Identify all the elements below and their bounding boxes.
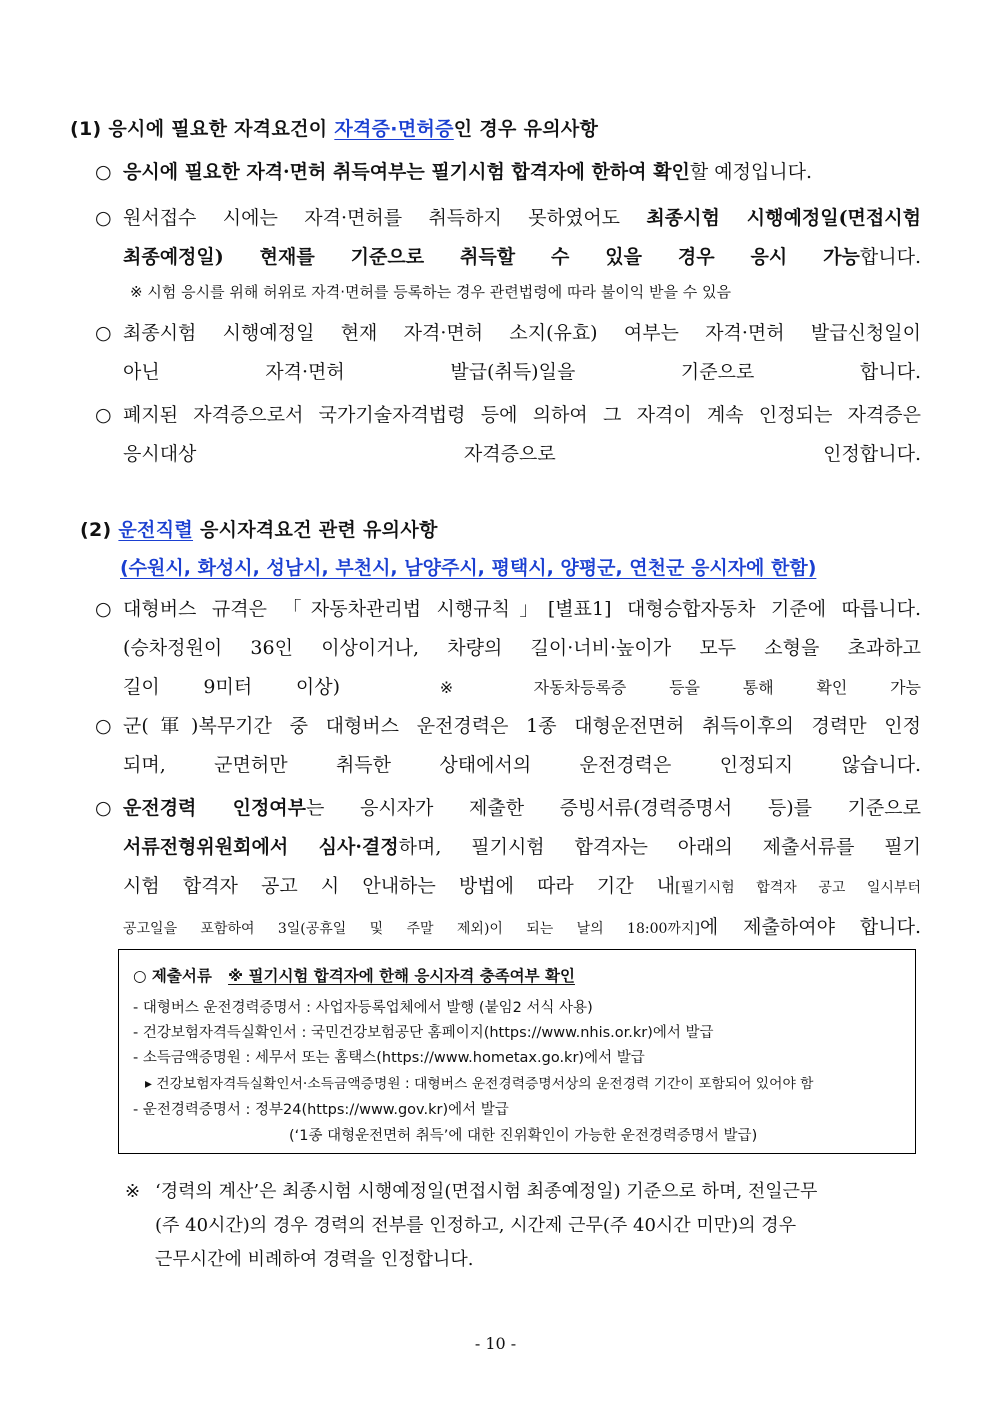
box-line: - 운전경력증명서 : 정부24(https://www.gov.kr)에서 발급 [133, 1102, 509, 1118]
item-text: 길이 9미터 이상) [123, 676, 341, 698]
reference-mark: ※ [125, 1181, 141, 1202]
page-number: - 10 - [474, 1334, 517, 1353]
bullet-circle: ○ [95, 404, 112, 426]
section2-heading [80, 515, 438, 542]
box-line: - 대형버스 운전경력증명서 : 사업자등록업체에서 발행 (붙임2 서식 사용) [133, 1000, 593, 1016]
section1-item-1 [95, 153, 921, 192]
item-text: 응시대상 자격증으로 인정합니다. [123, 443, 921, 465]
box-line: (‘1종 대형운전면허 취득’에 대한 진위확인이 가능한 운전경력증명서 발급) [289, 1128, 758, 1144]
section1-item-2 [95, 199, 921, 277]
section1-note: ※ 시험 응시를 위해 허위로 자격·면허를 등록하는 경우 관련법령에 따라 불이익 받을 수 있음 [130, 283, 731, 301]
section1-item-4 [95, 396, 921, 474]
footnote-text: ‘경력의 계산’은 최종시험 시행예정일(면접시험 최종예정일) 기준으로 하며, 전일근무 [155, 1181, 818, 1202]
item-text: 되며, 군면허만 취득한 상태에서의 운전경력은 인정되지 않습니다. [123, 754, 921, 776]
box-line: ▸ 건강보험자격득실확인서·소득금액증명원 : 대형버스 운전경력증명서상의 운전경력 기간이 포함되어 있어야 함 [145, 1076, 814, 1092]
box-line: - 소득금액증명원 : 세무서 또는 홈택스(https://www.hometax.go.kr)에서 발급 [133, 1050, 645, 1066]
item-text: 는 응시자가 제출한 증빙서류(경력증명서 등)를 기준으로 [306, 797, 921, 819]
item-text: 군(軍)복무기간 중 대형버스 운전경력은 1종 대형운전면허 취득이후의 경력만 인정 [123, 715, 921, 737]
bullet-circle: ○ [95, 161, 112, 183]
section2-heading-post: 응시자격요건 관련 유의사항 [193, 519, 438, 541]
box-title-note: ※ 필기시험 합격자에 한해 응시자격 충족여부 확인 [228, 967, 575, 985]
section2-heading-highlight: 운전직렬 [118, 519, 194, 541]
item-text: 폐지된 자격증으로서 국가기술자격법령 등에 의하여 그 자격이 계속 인정되는 자격증은 [123, 404, 921, 426]
item-text: 합니다. [859, 246, 921, 268]
section1-item-3 [95, 314, 921, 392]
item-bold-text: 운전경력 인정여부 [123, 797, 307, 819]
box-line: - 건강보험자격득실확인서 : 국민건강보험공단 홈페이지(https://www.nhis.or.kr)에서 발급 [133, 1025, 714, 1041]
bullet-circle: ○ [95, 797, 112, 819]
item-bold-text: 최종예정일) 현재를 기준으로 취득할 수 있을 경우 응시 가능 [123, 246, 860, 268]
section2-item-2 [95, 707, 921, 785]
item-text: 대형버스 규격은 「자동차관리법 시행규칙」[별표1] 대형승합자동차 기준에 따릅니다. [123, 598, 921, 620]
item-small-text: 공고일을 포함하여 3일(공휴일 및 주말 제외)이 되는 날의 18:00까지] [123, 921, 700, 937]
item-bold-text: 응시에 필요한 자격·면허 취득여부는 필기시험 합격자에 한하여 확인 [123, 161, 690, 183]
item-text: 시험 합격자 공고 시 안내하는 방법에 따라 기간 내 [123, 875, 676, 897]
section2-heading-pre: (2) [80, 519, 119, 541]
box-heading [133, 964, 575, 986]
footnote-text: 근무시간에 비례하여 경력을 인정합니다. [155, 1249, 474, 1270]
submission-documents-box [118, 949, 916, 1154]
section1-heading-highlight: 자격증·면허증 [334, 118, 454, 140]
footnote [125, 1175, 921, 1277]
bullet-circle: ○ [95, 322, 112, 344]
inline-note: ※ 자동차등록증 등을 통해 확인 가능 [402, 678, 921, 697]
item-text: 아닌 자격·면허 발급(취득)일을 기준으로 합니다. [123, 361, 921, 383]
item-small-text: [필기시험 합격자 공고 일시부터 [675, 880, 921, 896]
item-bold-text: 서류전형위원회에서 심사·결정 [123, 836, 399, 858]
section1-heading [70, 114, 598, 141]
bullet-circle: ○ [95, 207, 112, 229]
box-title: ○ 제출서류 [133, 967, 212, 985]
item-text: 하며, 필기시험 합격자는 아래의 제출서류를 필기 [398, 836, 921, 858]
section2-item-3 [95, 789, 921, 949]
item-text: 에 제출하여야 합니다. [699, 916, 921, 938]
footnote-text: (주 40시간)의 경우 경력의 전부를 인정하고, 시간제 근무(주 40시간 미만)의 경우 [155, 1215, 797, 1236]
bullet-circle: ○ [95, 598, 112, 620]
section2-subheading: (수원시, 화성시, 성남시, 부천시, 남양주시, 평택시, 양평군, 연천군 응시자에 한함) [120, 557, 817, 579]
item-text: (승차정원이 36인 이상이거나, 차량의 길이·너비·높이가 모두 소형을 초과하고 [123, 637, 921, 659]
item-text: 최종시험 시행예정일 현재 자격·면허 소지(유효) 여부는 자격·면허 발급신청일이 [123, 322, 921, 344]
item-text: 할 예정입니다. [689, 161, 813, 183]
section1-heading-pre: (1) 응시에 필요한 자격요건이 [70, 118, 335, 140]
section2-item-1 [95, 590, 921, 707]
section1-heading-post: 인 경우 유의사항 [453, 118, 599, 140]
bullet-circle: ○ [95, 715, 112, 737]
item-text: 원서접수 시에는 자격·면허를 취득하지 못하였어도 [123, 207, 647, 229]
item-bold-text: 최종시험 시행예정일(면접시험 [646, 207, 921, 229]
